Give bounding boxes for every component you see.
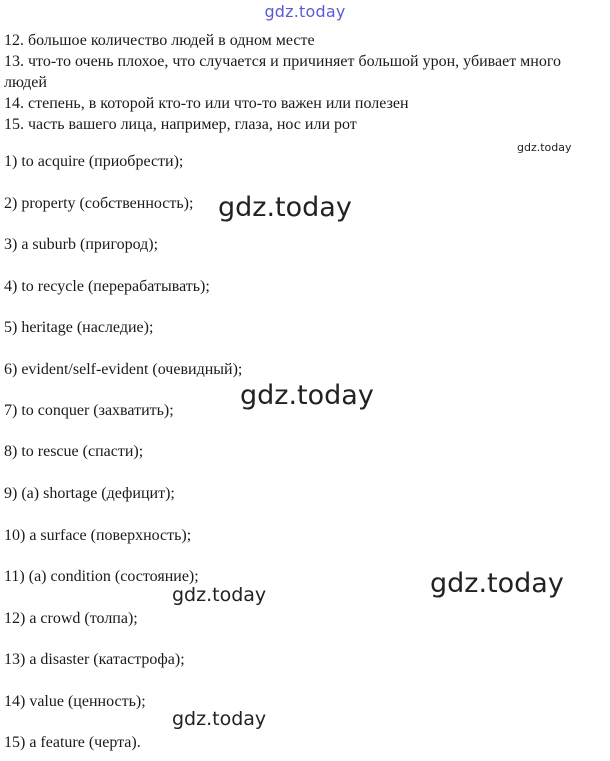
definition-item: 12. большое количество людей в одном месте bbox=[4, 32, 315, 49]
definition-item: 15. часть вашего лица, например, глаза, нос или рот bbox=[4, 116, 357, 133]
watermark: gdz.today bbox=[430, 568, 564, 599]
answer-item: 14) value (ценность); bbox=[4, 693, 146, 710]
answer-item: 2) property (собственность); bbox=[4, 195, 194, 212]
answer-item: 6) evident/self-evident (очевидный); bbox=[4, 361, 243, 378]
answer-item: 3) a suburb (пригород); bbox=[4, 236, 159, 253]
watermark: gdz.today bbox=[172, 708, 267, 730]
watermark: gdz.today bbox=[240, 380, 374, 411]
answer-item: 15) a feature (черта). bbox=[4, 734, 141, 751]
answer-item: 4) to recycle (перерабатывать); bbox=[4, 278, 210, 295]
header-watermark: gdz.today bbox=[264, 2, 346, 21]
answer-item: 1) to acquire (приобрести); bbox=[4, 153, 184, 170]
answer-item: 9) (a) shortage (дефицит); bbox=[4, 485, 175, 502]
answer-item: 11) (a) condition (состояние); bbox=[4, 568, 199, 585]
answer-item: 10) a surface (поверхность); bbox=[4, 527, 192, 544]
answer-item: 13) a disaster (катастрофа); bbox=[4, 651, 185, 668]
watermark: gdz.today bbox=[172, 584, 267, 606]
answer-item: 7) to conquer (захватить); bbox=[4, 402, 174, 419]
definition-item: 14. степень, в которой кто-то или что-то важен или полезен bbox=[4, 95, 409, 112]
definitions-list bbox=[4, 30, 604, 135]
watermark: gdz.today bbox=[218, 192, 352, 223]
definition-item: 13. что-то очень плохое, что случается и причиняет большой урон, убивает много людей bbox=[4, 53, 562, 91]
answer-item: 5) heritage (наследие); bbox=[4, 319, 154, 336]
answer-item: 8) to rescue (спасти); bbox=[4, 443, 144, 460]
answer-item: 12) a crowd (толпа); bbox=[4, 610, 138, 627]
watermark: gdz.today bbox=[517, 141, 572, 154]
